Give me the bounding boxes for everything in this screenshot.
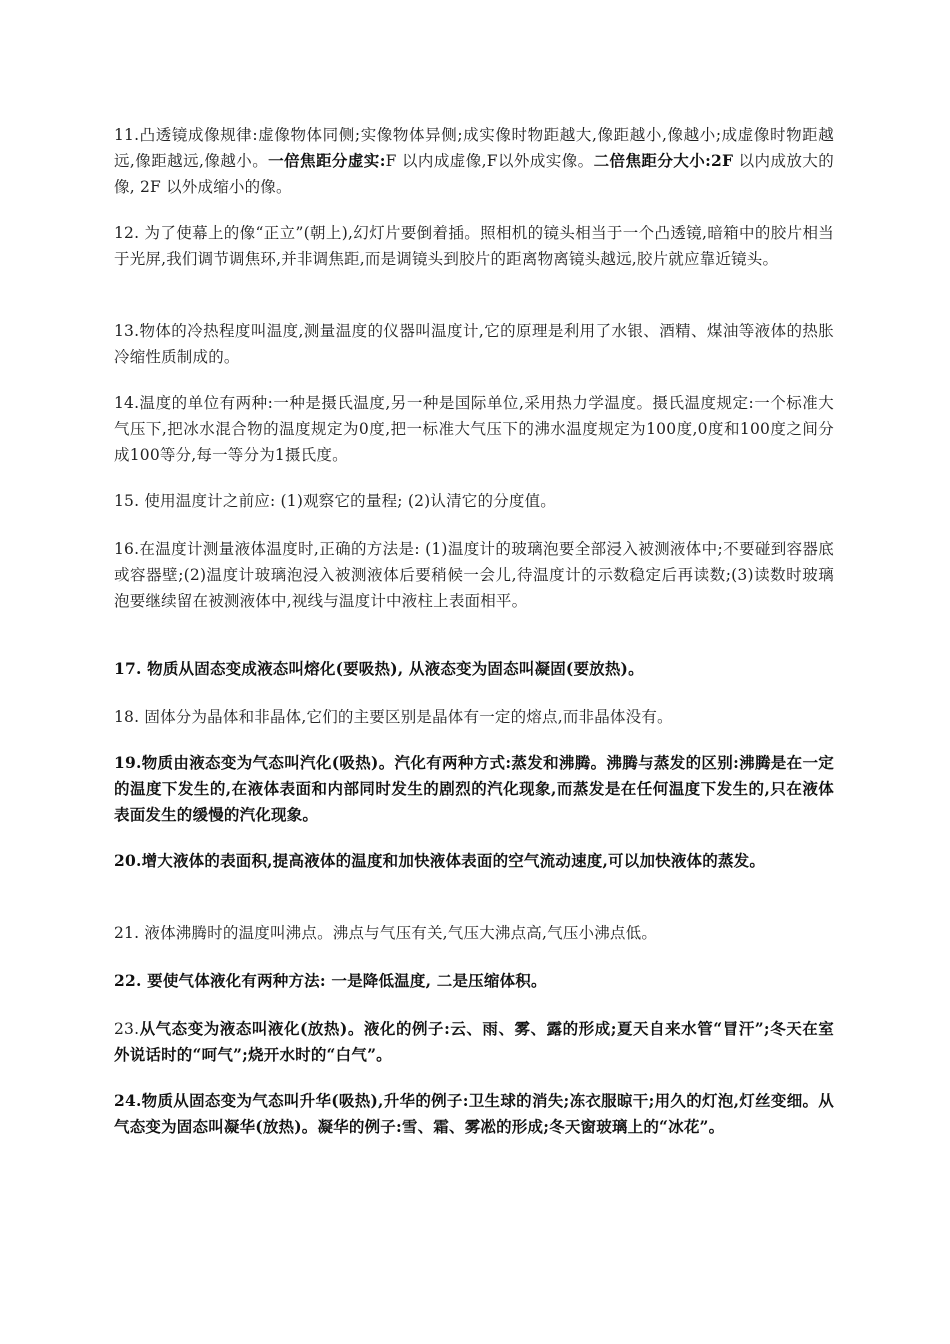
paragraph-21: 21. 液体沸腾时的温度叫沸点。沸点与气压有关,气压大沸点高,气压小沸点低。 — [114, 924, 658, 942]
paragraph-23 — [114, 1016, 834, 1068]
paragraph-17: 17. 物质从固态变成液态叫熔化(要吸热), 从液态变为固态叫凝固(要放热)。 — [114, 659, 644, 678]
p23-bold-run: 从气态变为液态叫液化(放热)。液化的例子:云、雨、雾、露的形成;夏天自来水管“冒汗”;冬天在室外说话时的“呵气”;烧开水时的“白气”。 — [114, 1019, 834, 1064]
p11-run-2: F 以内成虚像,F以外成实像。 — [385, 152, 594, 170]
p23-run-1: 23. — [114, 1020, 140, 1038]
paragraph-14: 14.温度的单位有两种:一种是摄氏温度,另一种是国际单位,采用热力学温度。摄氏温度规定:一个标准大气压下,把冰水混合物的温度规定为0度,把一标准大气压下的沸水温度规定为100度,0度和100度之间分成100等分,每一等分为1摄氏度。 — [114, 394, 834, 464]
p11-run-3: 以内成放大的像, 2F 以外成缩小的像。 — [114, 152, 834, 196]
paragraph-24: 24.物质从固态变为气态叫升华(吸热),升华的例子:卫生球的消失;冻衣服晾干;用久的灯泡,灯丝变细。从气态变为固态叫凝华(放热)。凝华的例子:雪、霜、雾凇的形成;冬天窗玻璃上的“冰花”。 — [114, 1091, 834, 1136]
paragraph-15: 15. 使用温度计之前应: (1)观察它的量程; (2)认清它的分度值。 — [114, 492, 556, 510]
paragraph-16: 16.在温度计测量液体温度时,正确的方法是: (1)温度计的玻璃泡要全部浸入被测液体中;不要碰到容器底或容器壁;(2)温度计玻璃泡浸入被测液体后要稍候一会儿,待温度计的示数稳定后再读数;(3)读数时玻璃泡要继续留在被测液体中,视线与温度计中液柱上表面相平。 — [114, 540, 834, 610]
p11-bold-run-2: 二倍焦距分大小:2F — [593, 151, 734, 170]
paragraph-22: 22. 要使气体液化有两种方法: 一是降低温度, 二是压缩体积。 — [114, 971, 547, 990]
paragraph-18: 18. 固体分为晶体和非晶体,它们的主要区别是晶体有一定的熔点,而非晶体没有。 — [114, 708, 673, 726]
paragraph-13: 13.物体的冷热程度叫温度,测量温度的仪器叫温度计,它的原理是利用了水银、酒精、煤油等液体的热胀冷缩性质制成的。 — [114, 322, 834, 366]
paragraph-20: 20.增大液体的表面积,提高液体的温度和加快液体表面的空气流动速度,可以加快液体的蒸发。 — [114, 851, 766, 870]
paragraph-12: 12. 为了使幕上的像“正立”(朝上),幻灯片要倒着插。照相机的镜头相当于一个凸透镜,暗箱中的胶片相当于光屏,我们调节调焦环,并非调焦距,而是调镜头到胶片的距离物离镜头越远,胶片就应靠近镜头。 — [114, 224, 834, 268]
paragraph-19: 19.物质由液态变为气态叫汽化(吸热)。汽化有两种方式:蒸发和沸腾。沸腾与蒸发的区别:沸腾是在一定的温度下发生的,在液体表面和内部同时发生的剧烈的汽化现象,而蒸发是在任何温度下发生的,只在液体表面发生的缓慢的汽化现象。 — [114, 753, 834, 824]
p11-bold-run-1: 一倍焦距分虚实: — [268, 151, 386, 170]
paragraph-11 — [114, 122, 834, 200]
p11-run-1: 11.凸透镜成像规律:虚像物体同侧;实像物体异侧;成实像时物距越大,像距越小,像越小;成虚像时物距越远,像距越远,像越小。 — [114, 126, 834, 170]
